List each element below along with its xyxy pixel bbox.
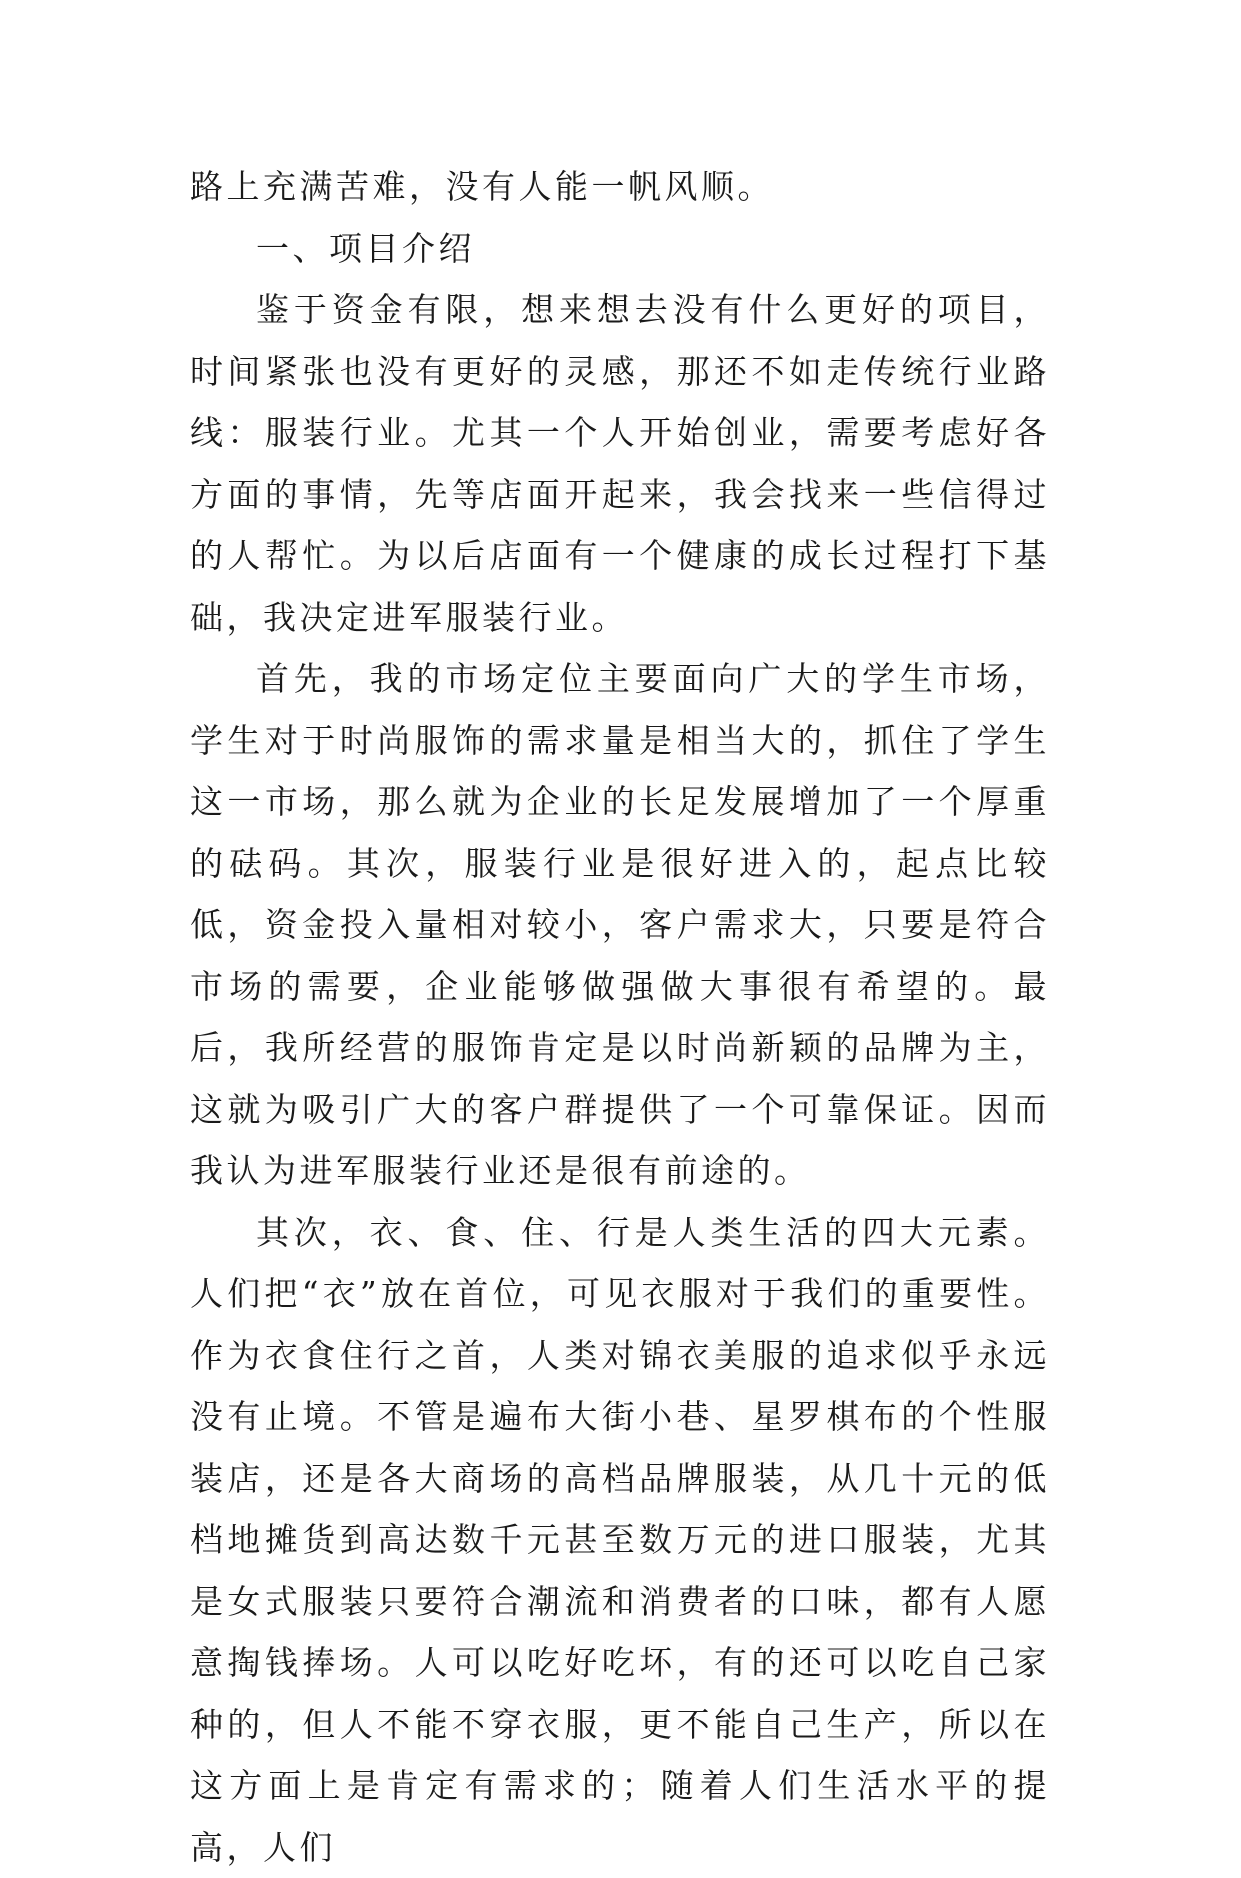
paragraph-market-positioning: 首先，我的市场定位主要面向广大的学生市场，学生对于时尚服饰的需求量是相当大的，抓住了学生这一市场，那么就为企业的长足发展增加了一个厚重的砝码。其次，服装行业是很好进入的，起点比较低，资金投入量相对较小，客户需求大，只要是符合市场的需要，企业能够做强做大事很有希望的。最后，我所经营的服饰肯定是以时尚新颖的品牌为主，这就为吸引广大的客户群提供了一个可靠保证。因而我认为进军服装行业还是很有前途的。 — [190, 648, 1050, 1202]
section-heading: 一、项目介绍 — [190, 218, 1050, 280]
body-text — [190, 156, 1050, 1878]
paragraph-clothing-importance: 其次，衣、食、住、行是人类生活的四大元素。人们把“衣”放在首位，可见衣服对于我们的重要性。作为衣食住行之首，人类对锦衣美服的追求似乎永远没有止境。不管是遍布大街小巷、星罗棋布的个性服装店，还是各大商场的高档品牌服装，从几十元的低档地摊货到高达数千元甚至数万元的进口服装，尤其是女式服装只要符合潮流和消费者的口味，都有人愿意掏钱捧场。人可以吃好吃坏，有的还可以吃自己家种的，但人不能不穿衣服，更不能自己生产，所以在这方面上是肯定有需求的；随着人们生活水平的提高，人们 — [190, 1202, 1050, 1878]
paragraph-project-intro: 鉴于资金有限，想来想去没有什么更好的项目，时间紧张也没有更好的灵感，那还不如走传统行业路线：服装行业。尤其一个人开始创业，需要考虑好各方面的事情，先等店面开起来，我会找来一些信得过的人帮忙。为以后店面有一个健康的成长过程打下基础，我决定进军服装行业。 — [190, 279, 1050, 648]
paragraph-continuation: 路上充满苦难，没有人能一帆风顺。 — [190, 156, 1050, 218]
